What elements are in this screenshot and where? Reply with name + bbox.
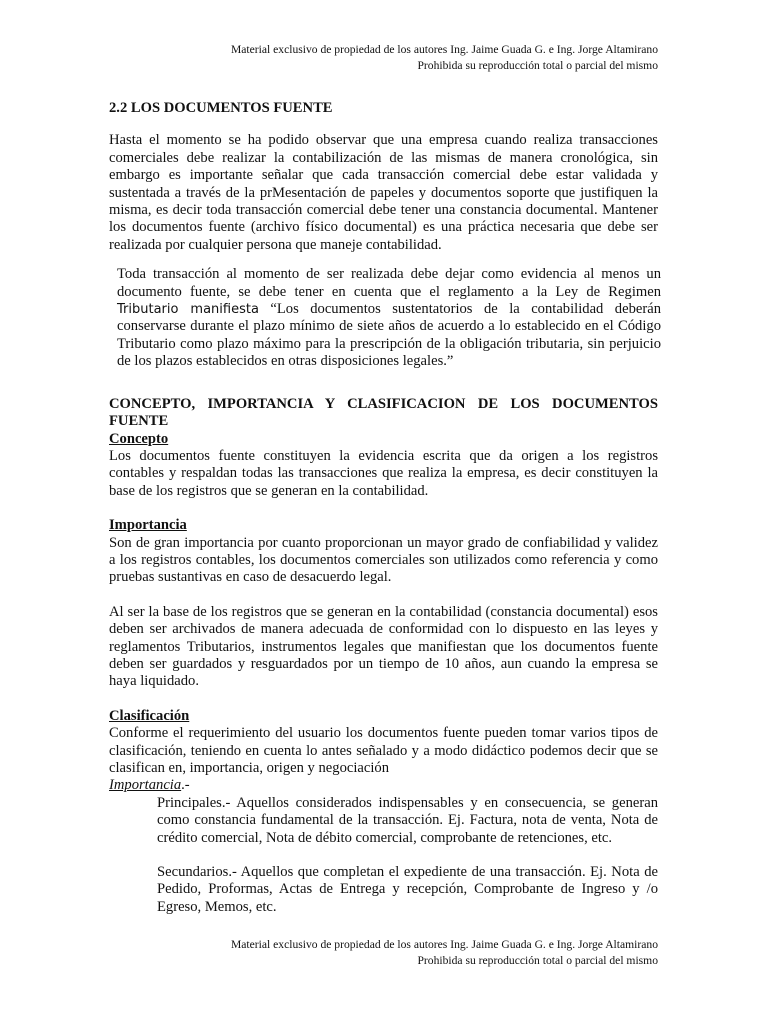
- page-footer: [98, 937, 658, 969]
- clasificacion-subheading: [109, 777, 658, 794]
- footer-authors: Material exclusivo de propiedad de los autores Ing. Jaime Guada G. e Ing. Jorge Altamirano: [230, 938, 658, 951]
- quote-text-end: “Los documentos sustentatorios de la contabilidad deberán conservarse durante el plazo mínimo de siete años de acuerdo a lo establecido en el Código Tributario como plazo máximo para la prescripción de la obligación tributaria, sin perjuicio de los plazos establecidos en otras disposiciones legales.”: [117, 301, 661, 370]
- quote-paragraph: [117, 266, 661, 370]
- quote-text-sans: Tributario manifiesta: [117, 302, 259, 318]
- principales-item: Principales.- Aquellos considerados indispensables y en consecuencia, se generan como constancia fundamental de la transacción. Ej. Factura, nota de venta, Nota de crédito comercial, Nota de débito comercial, comprobante de retenciones, etc.: [157, 794, 658, 846]
- footer-copyright: Prohibida su reproducción total o parcial del mismo: [417, 954, 658, 967]
- importancia-text-2: Al ser la base de los registros que se generan en la contabilidad (constancia documental) esos deben ser archivados de manera adecuada de conformidad con lo dispuesto en las leyes y reglamentos Tributarios, instrumentos legales que manifiestan que los documentos fuente deben ser guardados y resguardados por un tiempo de 10 años, aun cuando la empresa se haya liquidado.: [109, 603, 658, 690]
- concepto-text: Los documentos fuente constituyen la evidencia escrita que da origen a los registros contables y respaldan todas las transacciones que realiza la empresa, es decir constituyen la base de los registros que se generan en la contabilidad.: [109, 447, 658, 499]
- sublabel-suffix: .-: [181, 777, 190, 794]
- importancia-title: Importancia: [109, 517, 187, 534]
- secundarios-item: Secundarios.- Aquellos que completan el expediente de una transacción. Ej. Nota de Pedido, Proformas, Actas de Entrega y recepción, Comprobante de Ingreso y /o Egreso, Memos, etc.: [157, 864, 658, 915]
- document-body: [109, 100, 661, 916]
- clasificacion-title: Clasificación: [109, 707, 190, 724]
- intro-paragraph: Hasta el momento se ha podido observar que una empresa cuando realiza transacciones comerciales debe realizar la contabilización de las mismas de manera cronológica, sin embargo es importante señalar que cada transacción comercial debe estar validada y sustentada a través de la prMesentación de papeles y documentos soporte que justifiquen la misma, es decir toda transacción comercial debe tener una constancia documental. Mantener los documentos fuente (archivo físico documental) es una práctica necesaria que debe ser realizada por cualquier persona que maneje contabilidad.: [109, 132, 658, 253]
- concept-heading: CONCEPTO, IMPORTANCIA Y CLASIFICACION DE LOS DOCUMENTOS FUENTE: [109, 395, 658, 430]
- quote-text-start: Toda transacción al momento de ser realizada debe dejar como evidencia al menos un documento fuente, se debe tener en cuenta que el reglamento a la Ley de Regimen: [117, 266, 661, 300]
- concepto-title: Concepto: [109, 430, 169, 447]
- clasificacion-text: Conforme el requerimiento del usuario los documentos fuente pueden tomar varios tipos de clasificación, teniendo en cuenta lo antes señalado y a modo didáctico podemos decir que se clasifican en, importancia, origen y negociación: [109, 725, 658, 776]
- header-copyright: Prohibida su reproducción total o parcial del mismo: [417, 59, 658, 72]
- importancia-text-1: Son de gran importancia por cuanto proporcionan un mayor grado de confiabilidad y validez a los registros contables, los documentos comerciales son utilizados como referencia y como pruebas sustantivas en caso de desacuerdo legal.: [109, 534, 658, 586]
- header-authors: Material exclusivo de propiedad de los autores Ing. Jaime Guada G. e Ing. Jorge Altamirano: [230, 43, 658, 56]
- page-header: [98, 42, 658, 74]
- section-title: 2.2 LOS DOCUMENTOS FUENTE: [109, 100, 333, 116]
- importancia-sublabel: Importancia: [109, 777, 182, 794]
